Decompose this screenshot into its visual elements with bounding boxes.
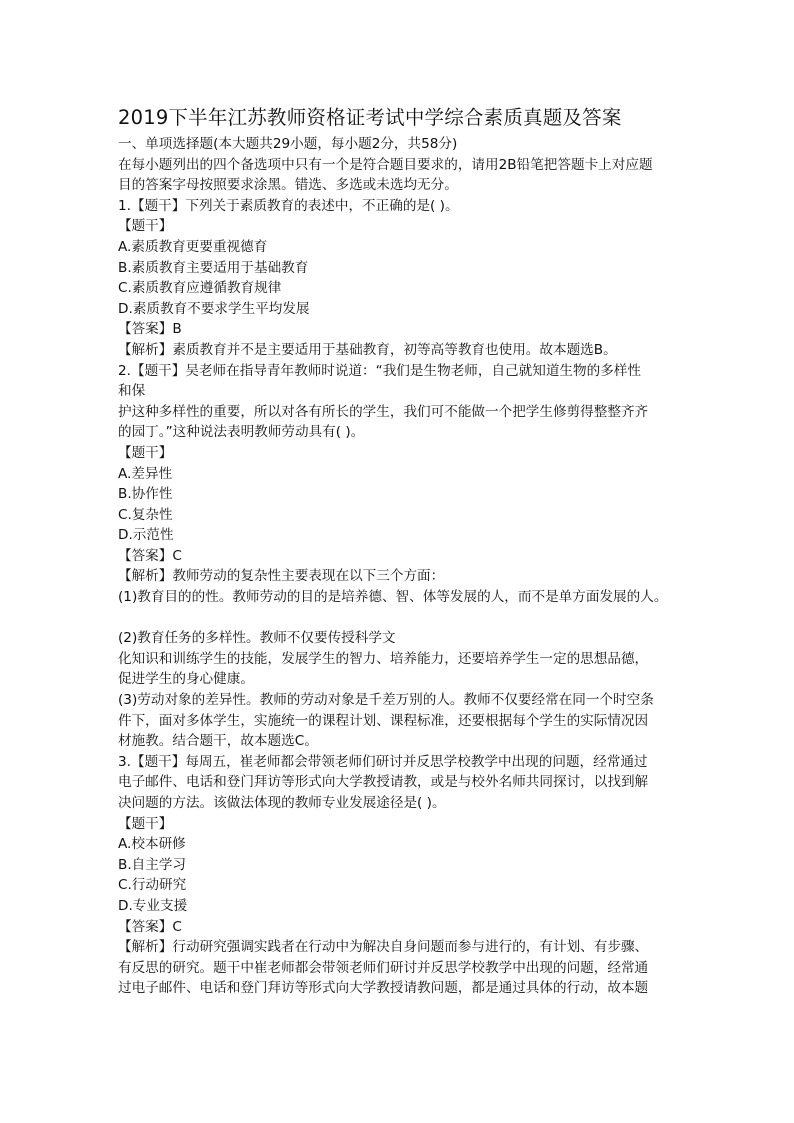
- question-stem: 的园丁。”这种说法表明教师劳动具有( )。: [118, 424, 365, 441]
- question-stem: 电子邮件、电话和登门拜访等形式向大学教授请教，或是与校外名师共同探讨，以找到解: [118, 774, 649, 791]
- question-stem: 护这种多样性的重要，所以对各有所长的学生，我们可不能做一个把学生修剪得整整齐齐: [118, 403, 649, 420]
- analysis-line: (1)教育目的的性。教师劳动的目的是培养德、智、体等发展的人，而不是单方面发展的人。: [118, 589, 668, 606]
- option-d: D.素质教育不要求学生平均发展: [118, 300, 310, 317]
- option-b: B.协作性: [118, 486, 173, 503]
- analysis-line: (3)劳动对象的差异性。教师的劳动对象是千差万别的人。教师不仅要经常在同一个时空条: [118, 692, 654, 709]
- analysis-line: 过电子邮件、电话和登门拜访等形式向大学教授请教问题，都是通过具体的行动，故本题: [118, 980, 649, 997]
- section-single-choice: [118, 134, 678, 196]
- analysis-line: 有反思的研究。题干中崔老师都会带领老师们研讨并反思学校教学中出现的问题，经常通: [118, 959, 649, 976]
- option-c: C.素质教育应遵循教育规律: [118, 280, 282, 297]
- option-b: B.自主学习: [118, 856, 187, 873]
- analysis-line: 材施教。结合题干，故本题选C。: [118, 733, 318, 750]
- section-instructions-line: 目的答案字母按照要求涂黑。错选、多选或未选均无分。: [118, 177, 458, 194]
- document-title: 2019下半年江苏教师资格证考试中学综合素质真题及答案: [118, 106, 622, 129]
- analysis-line: 件下，面对多体学生，实施统一的课程计划、课程标准，还要根据每个学生的实际情况因: [118, 712, 649, 729]
- answer: 【答案】C: [118, 918, 182, 935]
- analysis-line: (2)教育任务的多样性。教师不仅要传授科学文: [118, 630, 396, 647]
- option-c: C.行动研究: [118, 877, 187, 894]
- option-a: A.差异性: [118, 465, 173, 482]
- section-heading: 一、单项选择题(本大题共29小题，每小题2分，共58分): [118, 136, 458, 152]
- blank-line: [118, 608, 678, 629]
- question-stem: 决问题的方法。该做法体现的教师专业发展途径是( )。: [118, 795, 446, 811]
- analysis-line: 化知识和训练学生的技能，发展学生的智力、培养能力，还要培养学生一定的思想品德，: [118, 650, 649, 667]
- section-instructions-line: 在每小题列出的四个备选项中只有一个是符合题目要求的，请用2B铅笔把答题卡上对应题: [118, 156, 653, 173]
- analysis-line: 【解析】教师劳动的复杂性主要表现在以下三个方面：: [118, 568, 445, 585]
- question-1: [118, 196, 678, 361]
- question-stem: 3.【题干】每周五，崔老师都会带领老师们研讨并反思学校教学中出现的问题，经常通过: [118, 753, 648, 770]
- stem-label: 【题干】: [118, 815, 173, 832]
- answer: 【答案】C: [118, 547, 182, 564]
- question-3: [118, 752, 678, 999]
- analysis-line: 【解析】素质教育并不是主要适用于基础教育，初等高等教育也使用。故本题选B。: [118, 341, 617, 358]
- question-2: [118, 361, 678, 752]
- option-b: B.素质教育主要适用于基础教育: [118, 259, 309, 276]
- option-a: A.素质教育更要重视德育: [118, 238, 268, 255]
- stem-label: 【题干】: [118, 218, 173, 235]
- document-page: [118, 104, 678, 999]
- option-a: A.校本研修: [118, 836, 186, 853]
- analysis-line: 【解析】行动研究强调实践者在行动中为解决自身问题而参与进行的，有计划、有步骤、: [118, 939, 649, 956]
- question-stem: 1.【题干】下列关于素质教育的表述中，不正确的是( )。: [118, 197, 459, 214]
- question-stem: 2.【题干】吴老师在指导青年教师时说道：“我们是生物老师，自己就知道生物的多样性: [118, 362, 641, 379]
- analysis-line: 促进学生的身心健康。: [118, 671, 254, 688]
- answer: 【答案】B: [118, 321, 182, 338]
- option-d: D.专业支援: [118, 897, 188, 914]
- option-c: C.复杂性: [118, 506, 173, 523]
- option-d: D.示范性: [118, 527, 174, 544]
- stem-label: 【题干】: [118, 444, 173, 461]
- question-stem: 和保: [118, 383, 146, 400]
